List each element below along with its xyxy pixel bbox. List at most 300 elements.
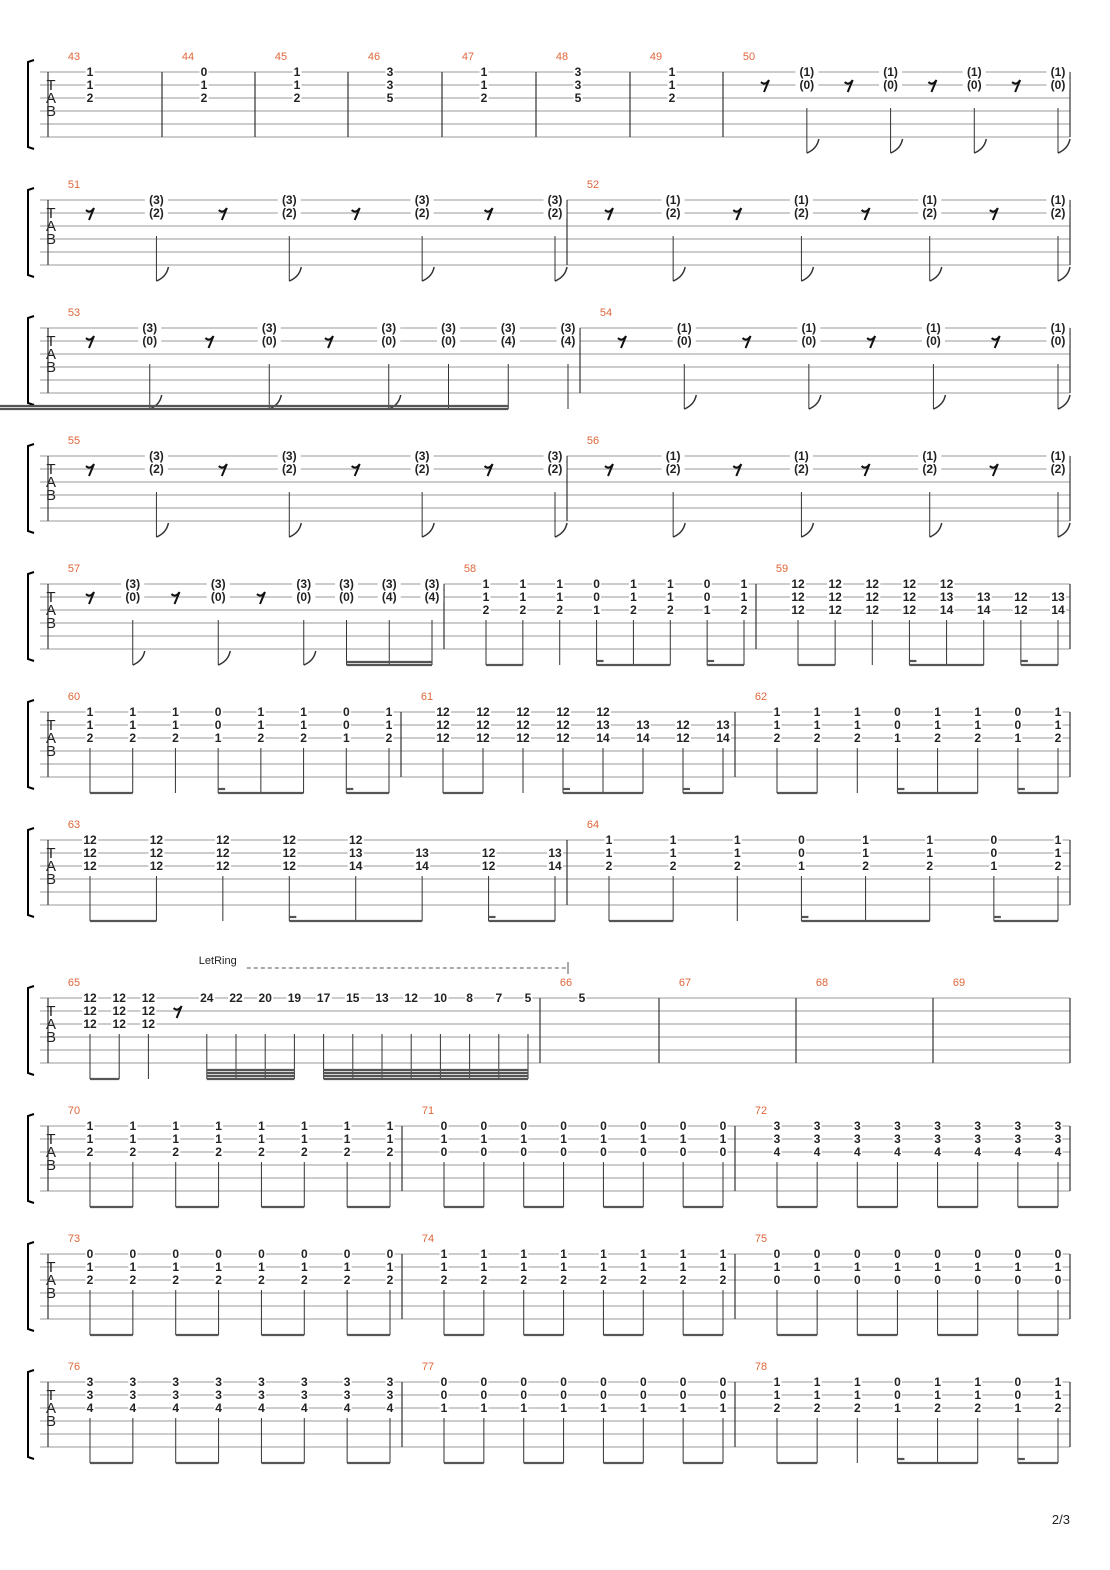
fret-number: 0	[894, 705, 901, 719]
fret-number: 0	[440, 1375, 448, 1389]
fret-number: 1	[773, 1375, 781, 1389]
fret-number: 1	[605, 833, 613, 847]
eighth-flag	[933, 395, 945, 409]
fret-number: 12	[939, 577, 954, 591]
fret-number: 1	[974, 1375, 982, 1389]
fret-number: 12	[791, 590, 805, 604]
system-brace	[28, 316, 34, 405]
fret-number: 1	[639, 1132, 647, 1146]
fret-number: (2)	[1050, 206, 1066, 220]
measure	[68, 563, 444, 665]
fret-number: 1	[480, 65, 488, 79]
fret-number: 2	[343, 1273, 351, 1287]
fret-number: (3)	[149, 449, 164, 463]
measure-number: 64	[586, 819, 600, 831]
system-brace	[28, 188, 34, 277]
fret-number: 13	[375, 991, 389, 1005]
fret-number: 1	[600, 1247, 607, 1261]
fret-number: 4	[1014, 1145, 1022, 1159]
fret-number: 13	[349, 846, 363, 860]
fret-number: (0)	[210, 590, 226, 604]
fret-number: (4)	[500, 334, 516, 348]
measure	[600, 307, 1070, 409]
fret-number: 1	[813, 1375, 821, 1389]
measure-number: 60	[67, 691, 81, 703]
tab-clef-letter: T	[46, 845, 56, 862]
fret-number: 12	[556, 705, 570, 719]
fret-number: 0	[894, 1247, 901, 1261]
fret-number: (0)	[339, 590, 354, 604]
fret-number: 1	[129, 705, 137, 719]
fret-number: 12	[556, 718, 570, 732]
fret-number: 0	[600, 1388, 607, 1402]
fret-number: 2	[666, 603, 674, 617]
fret-number: (0)	[381, 334, 397, 348]
fret-number: 1	[343, 1119, 351, 1133]
fret-number: 3	[813, 1132, 821, 1146]
measure	[68, 179, 567, 281]
tab-clef-letter: T	[46, 1259, 56, 1276]
fret-number: (3)	[500, 321, 516, 335]
fret-number: 7	[495, 991, 503, 1005]
tab-system	[28, 1361, 1070, 1463]
fret-number: 12	[516, 705, 530, 719]
measure	[368, 51, 395, 105]
fret-number: 1	[172, 718, 179, 732]
fret-number: 2	[258, 1273, 265, 1287]
tab-clef-letter: A	[45, 1272, 57, 1289]
fret-number: 3	[853, 1132, 861, 1146]
measure-number: 73	[67, 1233, 81, 1245]
tab-clef-letter: T	[46, 461, 56, 478]
fret-number: (2)	[414, 206, 430, 220]
fret-number: 1	[519, 590, 527, 604]
fret-number: 12	[141, 991, 156, 1005]
eighth-flag	[304, 651, 316, 665]
fret-number: 1	[257, 718, 265, 732]
fret-number: (1)	[883, 65, 898, 79]
fret-number: (4)	[381, 590, 397, 604]
measure-number: 58	[463, 563, 477, 575]
tab-clef-letter: T	[46, 77, 56, 94]
fret-number: 3	[129, 1388, 137, 1402]
fret-number: 2	[386, 1273, 394, 1287]
tab-clef-letter: A	[45, 730, 57, 747]
fret-number: 0	[813, 1273, 821, 1287]
fret-number: (2)	[794, 462, 809, 476]
eighth-flag	[555, 267, 567, 281]
fret-number: (0)	[799, 78, 815, 92]
tab-clef-letter: A	[45, 858, 57, 875]
fret-number: 12	[902, 603, 917, 617]
measure	[68, 1361, 395, 1463]
fret-number: 1	[300, 718, 307, 732]
fret-number: 1	[853, 1260, 861, 1274]
fret-number: 12	[476, 718, 490, 732]
measure-number: 69	[952, 977, 966, 989]
fret-number: 1	[215, 1132, 222, 1146]
fret-number: 1	[639, 1401, 647, 1415]
measure-number: 62	[754, 691, 768, 703]
measure	[68, 1105, 395, 1207]
measure-number: 53	[67, 307, 81, 319]
fret-number: 4	[86, 1401, 94, 1415]
fret-number: 14	[716, 731, 730, 745]
measure	[422, 1233, 728, 1335]
eighth-flag	[809, 395, 821, 409]
eighth-flag	[801, 267, 813, 281]
tab-system	[28, 435, 1070, 537]
fret-number: (1)	[926, 321, 941, 335]
measure	[462, 51, 489, 105]
fret-number: 0	[894, 1388, 901, 1402]
fret-number: 12	[83, 846, 97, 860]
fret-number: 8	[466, 991, 473, 1005]
fret-number: 12	[676, 718, 690, 732]
fret-number: 10	[433, 991, 448, 1005]
measure-number: 76	[67, 1361, 81, 1373]
measure-number: 67	[678, 977, 692, 989]
fret-number: 1	[482, 577, 490, 591]
measure	[182, 51, 209, 105]
eighth-rest	[733, 464, 741, 476]
fret-number: (3)	[125, 577, 141, 591]
fret-number: 1	[773, 705, 781, 719]
fret-number: 2	[293, 91, 301, 105]
fret-number: 1	[1014, 731, 1022, 745]
fret-number: 0	[679, 1119, 687, 1133]
fret-number: 4	[853, 1145, 861, 1159]
fret-number: 0	[480, 1388, 488, 1402]
fret-number: (3)	[281, 193, 297, 207]
fret-number: 1	[86, 78, 94, 92]
eighth-flag	[974, 139, 986, 153]
eighth-rest	[928, 80, 936, 92]
fret-number: 1	[853, 718, 861, 732]
fret-number: 2	[813, 731, 821, 745]
fret-number: (0)	[883, 78, 898, 92]
fret-number: 1	[480, 1401, 488, 1415]
fret-number: 1	[934, 1388, 941, 1402]
tab-clef-letter: T	[46, 1387, 56, 1404]
fret-number: 12	[436, 718, 450, 732]
eighth-rest	[219, 464, 227, 476]
fret-number: 0	[990, 846, 998, 860]
fret-number: 2	[386, 1145, 394, 1159]
eighth-rest	[86, 592, 94, 604]
fret-number: 1	[600, 1401, 607, 1415]
fret-number: 1	[480, 1260, 488, 1274]
fret-number: (4)	[560, 334, 576, 348]
measure	[587, 179, 1070, 281]
fret-number: 13	[596, 718, 610, 732]
measure	[68, 819, 563, 921]
fret-number: 0	[639, 1388, 647, 1402]
measure-number: 61	[420, 691, 434, 703]
fret-number: 0	[974, 1247, 982, 1261]
fret-number: 0	[679, 1375, 687, 1389]
fret-number: (3)	[381, 321, 397, 335]
system-brace	[28, 1114, 34, 1203]
fret-number: 2	[974, 731, 982, 745]
measure-number: 50	[742, 51, 756, 63]
fret-number: 0	[934, 1247, 941, 1261]
eighth-flag	[1058, 395, 1070, 409]
fret-number: 12	[1014, 590, 1028, 604]
fret-number: 0	[1014, 1375, 1022, 1389]
fret-number: 1	[639, 1260, 647, 1274]
fret-number: 3	[773, 1119, 781, 1133]
fret-number: 1	[1054, 1260, 1062, 1274]
fret-number: (2)	[281, 462, 297, 476]
fret-number: (0)	[676, 334, 692, 348]
fret-number: 3	[215, 1375, 222, 1389]
measure	[68, 1233, 395, 1335]
eighth-flag	[422, 267, 434, 281]
fret-number: 0	[974, 1273, 982, 1287]
fret-number: 1	[719, 1247, 727, 1261]
fret-number: (1)	[1050, 65, 1066, 79]
tab-clef-letter: B	[45, 1157, 57, 1174]
fret-number: (3)	[142, 321, 158, 335]
measure	[755, 691, 1063, 793]
fret-number: (0)	[125, 590, 141, 604]
fret-number: (1)	[801, 321, 817, 335]
fret-number: 1	[520, 1132, 528, 1146]
fret-number: 1	[86, 718, 94, 732]
eighth-rest	[605, 464, 613, 476]
fret-number: 3	[894, 1132, 901, 1146]
fret-number: 13	[716, 718, 730, 732]
fret-number: 1	[740, 577, 748, 591]
tab-system	[28, 819, 1070, 921]
tab-clef-letter: A	[45, 90, 57, 107]
fret-number: 12	[865, 577, 879, 591]
fret-number: (3)	[296, 577, 312, 591]
fret-number: (2)	[149, 462, 164, 476]
fret-number: (3)	[424, 577, 440, 591]
measure	[755, 1361, 1063, 1463]
fret-number: 3	[172, 1388, 180, 1402]
fret-number: 1	[669, 846, 677, 860]
fret-number: 5	[578, 991, 586, 1005]
fret-number: 1	[990, 859, 998, 873]
fret-number: 13	[939, 590, 954, 604]
eighth-flag	[807, 139, 819, 153]
fret-number: 1	[440, 1401, 448, 1415]
system-brace	[28, 828, 34, 917]
fret-number: 2	[934, 731, 941, 745]
fret-number: 0	[703, 577, 711, 591]
fret-number: (0)	[801, 334, 817, 348]
fret-number: 13	[636, 718, 650, 732]
measure-number: 49	[649, 51, 663, 63]
fret-number: 2	[258, 1145, 265, 1159]
fret-number: 3	[853, 1119, 861, 1133]
fret-number: 1	[719, 1260, 727, 1274]
fret-number: 12	[141, 1017, 156, 1031]
eighth-flag	[555, 523, 567, 537]
fret-number: 13	[415, 846, 429, 860]
eighth-flag	[930, 523, 942, 537]
system-brace	[28, 700, 34, 789]
fret-number: (1)	[665, 193, 681, 207]
fret-number: 2	[974, 1401, 982, 1415]
fret-number: 1	[813, 705, 821, 719]
fret-number: 12	[476, 731, 490, 745]
eighth-rest	[172, 592, 180, 604]
fret-number: (3)	[547, 449, 563, 463]
eighth-flag	[218, 651, 230, 665]
measure-number: 77	[421, 1361, 435, 1373]
fret-number: 2	[669, 859, 677, 873]
fret-number: 12	[349, 833, 363, 847]
fret-number: 1	[733, 846, 741, 860]
fret-number: 24	[200, 991, 214, 1005]
fret-number: 1	[300, 1260, 308, 1274]
fret-number: 14	[548, 859, 562, 873]
eighth-rest	[206, 336, 214, 348]
measure	[422, 1361, 728, 1463]
eighth-flag	[156, 523, 168, 537]
fret-number: (3)	[281, 449, 297, 463]
fret-number: 12	[476, 705, 490, 719]
fret-number: 3	[974, 1119, 982, 1133]
fret-number: 0	[679, 1388, 687, 1402]
fret-number: 1	[1054, 846, 1062, 860]
fret-number: 0	[440, 1145, 448, 1159]
fret-number: 1	[258, 1119, 265, 1133]
fret-number: 1	[773, 718, 781, 732]
fret-number: 12	[828, 603, 842, 617]
fret-number: 1	[934, 705, 941, 719]
fret-number: 3	[215, 1388, 222, 1402]
tab-system	[28, 1105, 1070, 1207]
fret-number: 0	[560, 1119, 567, 1133]
fret-number: 1	[200, 78, 208, 92]
fret-number: 12	[828, 577, 842, 591]
measure	[650, 51, 677, 105]
tab-clef-letter: T	[46, 589, 56, 606]
fret-number: 3	[86, 1375, 94, 1389]
eighth-flag	[684, 395, 696, 409]
fret-number: 1	[343, 1132, 351, 1146]
fret-number: 3	[258, 1375, 265, 1389]
fret-number: 1	[894, 731, 901, 745]
fret-number: (0)	[966, 78, 982, 92]
fret-number: 2	[719, 1273, 727, 1287]
fret-number: 1	[215, 1119, 222, 1133]
fret-number: 12	[828, 590, 842, 604]
fret-number: 1	[600, 1260, 607, 1274]
fret-number: 2	[853, 731, 861, 745]
fret-number: 1	[639, 1247, 647, 1261]
measure	[68, 51, 95, 105]
fret-number: 12	[556, 731, 570, 745]
fret-number: 2	[679, 1273, 687, 1287]
fret-number: 0	[343, 1247, 351, 1261]
fret-number: 1	[773, 1388, 781, 1402]
fret-number: 0	[560, 1375, 567, 1389]
fret-number: 12	[83, 859, 97, 873]
fret-number: 0	[600, 1375, 607, 1389]
fret-number: 4	[813, 1145, 821, 1159]
fret-number: 0	[440, 1388, 448, 1402]
fret-number: 0	[560, 1145, 567, 1159]
fret-number: 0	[853, 1247, 861, 1261]
fret-number: 2	[172, 1145, 180, 1159]
measure	[68, 955, 568, 1079]
fret-number: 1	[934, 718, 941, 732]
fret-number: 0	[639, 1145, 647, 1159]
fret-number: 12	[865, 603, 879, 617]
fret-number: 12	[516, 718, 530, 732]
fret-number: 1	[129, 1260, 137, 1274]
fret-number: 14	[977, 603, 991, 617]
fret-number: 17	[316, 991, 331, 1005]
fret-number: 1	[679, 1247, 687, 1261]
tab-system	[28, 51, 1070, 153]
fret-number: 1	[440, 1247, 448, 1261]
tab-clef-letter: A	[45, 1016, 57, 1033]
fret-number: 0	[719, 1375, 727, 1389]
eighth-flag	[422, 523, 434, 537]
fret-number: 1	[385, 705, 393, 719]
fret-number: 0	[798, 846, 805, 860]
fret-number: (3)	[381, 577, 397, 591]
fret-number: 1	[679, 1132, 687, 1146]
fret-number: 0	[813, 1247, 821, 1261]
system-brace	[28, 572, 34, 661]
fret-number: 12	[141, 1004, 156, 1018]
fret-number: 0	[560, 1388, 567, 1402]
fret-number: 1	[520, 1260, 528, 1274]
fret-number: 0	[934, 1273, 941, 1287]
measure	[464, 563, 749, 665]
fret-number: 12	[902, 577, 917, 591]
fret-number: (1)	[922, 193, 938, 207]
fret-number: 1	[1054, 1388, 1062, 1402]
fret-number: 1	[86, 705, 94, 719]
fret-number: 1	[733, 833, 741, 847]
measure	[755, 1233, 1063, 1335]
eighth-flag	[891, 139, 903, 153]
fret-number: 1	[300, 1119, 308, 1133]
fret-number: 3	[386, 1388, 394, 1402]
fret-number: (2)	[922, 206, 938, 220]
measure-number: 74	[421, 1233, 435, 1245]
fret-number: 0	[990, 833, 998, 847]
fret-number: 3	[343, 1375, 351, 1389]
fret-number: 0	[1014, 1247, 1022, 1261]
fret-number: 2	[215, 1145, 222, 1159]
fret-number: 12	[83, 833, 97, 847]
fret-number: 3	[129, 1375, 137, 1389]
fret-number: 12	[83, 991, 97, 1005]
fret-number: 1	[343, 1260, 351, 1274]
fret-number: (2)	[149, 206, 164, 220]
fret-number: 1	[172, 1119, 180, 1133]
fret-number: 1	[703, 603, 711, 617]
tab-clef-letter: B	[45, 103, 57, 120]
eighth-flag	[289, 267, 301, 281]
measure-number: 56	[586, 435, 600, 447]
fret-number: 14	[939, 603, 954, 617]
eighth-rest	[219, 208, 227, 220]
system-brace	[28, 60, 34, 149]
fret-number: (3)	[149, 193, 164, 207]
fret-number: 1	[480, 1132, 488, 1146]
